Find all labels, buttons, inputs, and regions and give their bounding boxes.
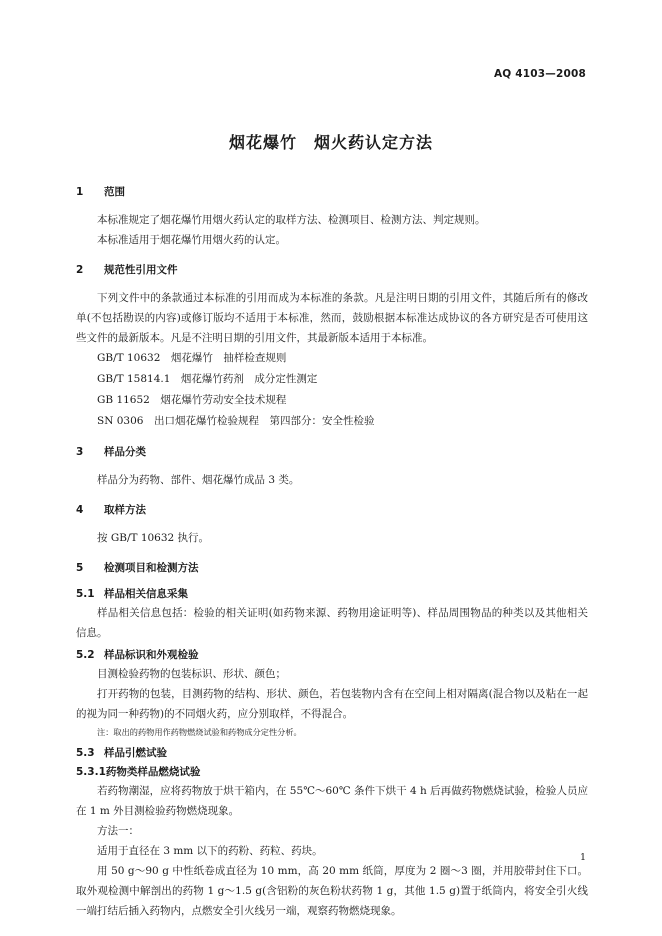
paragraph: 打开药物的包装，目测药物的结构、形状、颜色，若包装物内含有在空间上相对隔离(混合物以及粘在一起的视为同一种药物)的不同烟火药，应分别取样，不得混合。 — [76, 688, 588, 720]
paragraph: 用 50 g～90 g 中性纸卷成直径为 10 mm，高 20 mm 纸筒，厚度为 2 圈～3 圈，并用胶带封住下口。取外观检测中解剖出的药物 1 g～1.5 g(含铝粉的灰色粉状药物 1 g，其他 1.5 g)置于纸筒内，将安全引火线一端打结后插入药物内，点燃安全引火线另一端，观察药物燃烧现象。 — [76, 865, 588, 917]
section-number: 5.3.1 — [76, 766, 106, 778]
subsection-heading-5-3 — [76, 745, 588, 760]
section-heading-4 — [76, 502, 588, 517]
paragraph: 适用于直径在 3 mm 以下的药粉、药粒、药块。 — [97, 845, 323, 857]
reference-item: GB/T 15814.1 烟花爆竹药剂 成分定性测定 — [97, 373, 318, 385]
paragraph: 目测检验药物的包装标识、形状、颜色； — [97, 668, 286, 680]
section-number: 5 — [76, 562, 84, 574]
paragraph: 若药物潮湿，应将药物放于烘干箱内，在 55℃～60℃ 条件下烘干 4 h 后再做药物燃烧试验，检验人员应在 1 m 外目测检验药物燃烧现象。 — [76, 785, 588, 817]
section-number: 2 — [76, 264, 84, 276]
standard-code: AQ 4103—2008 — [493, 68, 586, 80]
section-title: 范围 — [104, 186, 125, 198]
subsection-heading-5-1 — [76, 586, 588, 601]
reference-item: SN 0306 出口烟花爆竹检验规程 第四部分：安全性检验 — [97, 415, 375, 427]
section-number: 3 — [76, 446, 84, 458]
paragraph: 本标准规定了烟花爆竹用烟火药认定的取样方法、检测项目、检测方法、判定规则。 — [97, 214, 486, 226]
section-title: 药物类样品燃烧试验 — [105, 766, 201, 778]
section-title: 取样方法 — [104, 504, 146, 516]
section-title: 规范性引用文件 — [104, 264, 178, 276]
section-number: 1 — [76, 186, 84, 198]
section-title: 样品引燃试验 — [104, 747, 167, 759]
paragraph: 下列文件中的条款通过本标准的引用而成为本标准的条款。凡是注明日期的引用文件，其随后所有的修改单(不包括勘误的内容)或修订版均不适用于本标准，然而，鼓励根据本标准达成协议的各方研究是否可使用这些文件的最新版本。凡是不注明日期的引用文件，其最新版本适用于本标准。 — [76, 292, 588, 344]
paragraph: 样品分为药物、部件、烟花爆竹成品 3 类。 — [97, 474, 300, 486]
page-number: 1 — [579, 852, 586, 863]
reference-item: GB 11652 烟花爆竹劳动安全技术规程 — [97, 394, 287, 406]
note: 注：取出的药物用作药物燃烧试验和药物成分定性分析。 — [97, 727, 302, 737]
section-number: 5.2 — [76, 649, 95, 661]
paragraph: 本标准适用于烟花爆竹用烟火药的认定。 — [97, 234, 286, 246]
section-title: 样品相关信息采集 — [104, 588, 188, 600]
section-title: 检测项目和检测方法 — [104, 562, 199, 574]
subsection-heading-5-2 — [76, 647, 588, 662]
paragraph: 按 GB/T 10632 执行。 — [97, 532, 210, 544]
section-heading-1 — [76, 184, 588, 199]
section-number: 5.1 — [76, 588, 95, 600]
section-number: 4 — [76, 504, 84, 516]
section-number: 5.3 — [76, 747, 95, 759]
paragraph: 方法一： — [97, 825, 139, 837]
section-heading-2 — [76, 262, 588, 277]
section-heading-5 — [76, 560, 588, 575]
section-title: 样品标识和外观检验 — [104, 649, 199, 661]
reference-item: GB/T 10632 烟花爆竹 抽样检查规则 — [97, 352, 287, 364]
section-heading-3 — [76, 444, 588, 459]
document-body — [76, 184, 588, 921]
paragraph: 样品相关信息包括：检验的相关证明(如药物来源、药物用途证明等)、样品周围物品的种类以及其他相关信息。 — [76, 607, 588, 639]
subsection-heading-5-3-1 — [76, 764, 588, 779]
section-title: 样品分类 — [104, 446, 146, 458]
document-title: 烟花爆竹 烟火药认定方法 — [228, 133, 433, 152]
